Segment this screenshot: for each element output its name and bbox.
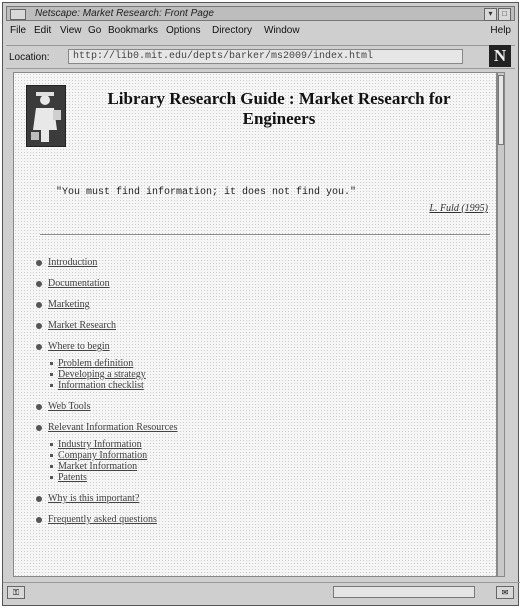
list-item	[36, 320, 476, 331]
list-item	[36, 341, 476, 391]
link-industry-information[interactable]: Industry Information	[58, 439, 142, 450]
divider	[40, 234, 490, 236]
security-key-icon[interactable]: ⚿	[7, 586, 25, 599]
menu-window[interactable]: Window	[264, 25, 300, 36]
link-marketing[interactable]: Marketing	[48, 299, 90, 310]
menu-go[interactable]: Go	[88, 25, 102, 36]
location-input[interactable]: http://lib0.mit.edu/depts/barker/ms2009/index.html	[68, 49, 463, 64]
link-web-tools[interactable]: Web Tools	[48, 401, 91, 412]
link-information-checklist[interactable]: Information checklist	[58, 380, 144, 391]
link-documentation[interactable]: Documentation	[48, 278, 110, 289]
menu-edit[interactable]: Edit	[34, 25, 52, 36]
link-why-important[interactable]: Why is this important?	[48, 493, 140, 504]
list-item	[36, 401, 476, 412]
sublist-item	[44, 369, 476, 380]
menu-help[interactable]: Help	[490, 25, 511, 36]
menu-file[interactable]: File	[10, 25, 27, 36]
menu-view[interactable]: View	[60, 25, 82, 36]
netscape-logo-icon[interactable]: N	[489, 45, 511, 67]
link-market-information[interactable]: Market Information	[58, 461, 138, 472]
sublist-item	[44, 461, 476, 472]
progress-bar	[333, 586, 475, 598]
sublist-resources	[44, 439, 476, 483]
sublist-where-to-begin	[44, 358, 476, 391]
sublist-item	[44, 358, 476, 369]
link-problem-definition[interactable]: Problem definition	[58, 358, 134, 369]
maximize-button[interactable]: □	[498, 8, 511, 21]
vertical-scrollbar[interactable]	[497, 72, 505, 577]
sublist-item	[44, 439, 476, 450]
link-market-research[interactable]: Market Research	[48, 320, 117, 331]
list-item	[36, 278, 476, 289]
citation-link[interactable]: L. Fuld (1995)	[429, 203, 488, 214]
list-item	[36, 299, 476, 310]
link-patents[interactable]: Patents	[58, 472, 87, 483]
list-item	[36, 257, 476, 268]
link-company-information[interactable]: Company Information	[58, 450, 148, 461]
location-bar	[6, 45, 515, 69]
window-menu-button[interactable]	[10, 9, 26, 20]
window-title: Netscape: Market Research: Front Page	[35, 8, 214, 19]
menu-bookmarks[interactable]: Bookmarks	[108, 25, 159, 36]
mit-scholar-logo-icon	[26, 85, 66, 147]
scrollbar-thumb[interactable]	[498, 75, 504, 145]
list-item	[36, 422, 476, 483]
link-developing-strategy[interactable]: Developing a strategy	[58, 369, 146, 380]
menu-bar	[6, 23, 515, 39]
quote-text: "You must find information; it does not find you."	[56, 187, 357, 198]
list-item	[36, 493, 476, 504]
minimize-button[interactable]: ▾	[484, 8, 497, 21]
sublist-item	[44, 380, 476, 391]
menu-directory[interactable]: Directory	[212, 25, 253, 36]
page-title: Library Research Guide : Market Research for Engineers	[107, 89, 451, 128]
list-item	[36, 514, 476, 525]
link-where-to-begin[interactable]: Where to begin	[48, 341, 110, 352]
menu-options[interactable]: Options	[166, 25, 201, 36]
page-content	[13, 72, 497, 577]
mail-icon[interactable]: ✉	[496, 586, 514, 599]
title-bar[interactable]	[6, 6, 515, 21]
sublist-item	[44, 450, 476, 461]
status-bar	[3, 582, 520, 600]
sublist-item	[44, 472, 476, 483]
link-faq[interactable]: Frequently asked questions	[48, 514, 157, 525]
link-introduction[interactable]: Introduction	[48, 257, 98, 268]
topic-list	[36, 257, 476, 535]
location-label: Location:	[9, 52, 50, 63]
link-relevant-resources[interactable]: Relevant Information Resources	[48, 422, 178, 433]
